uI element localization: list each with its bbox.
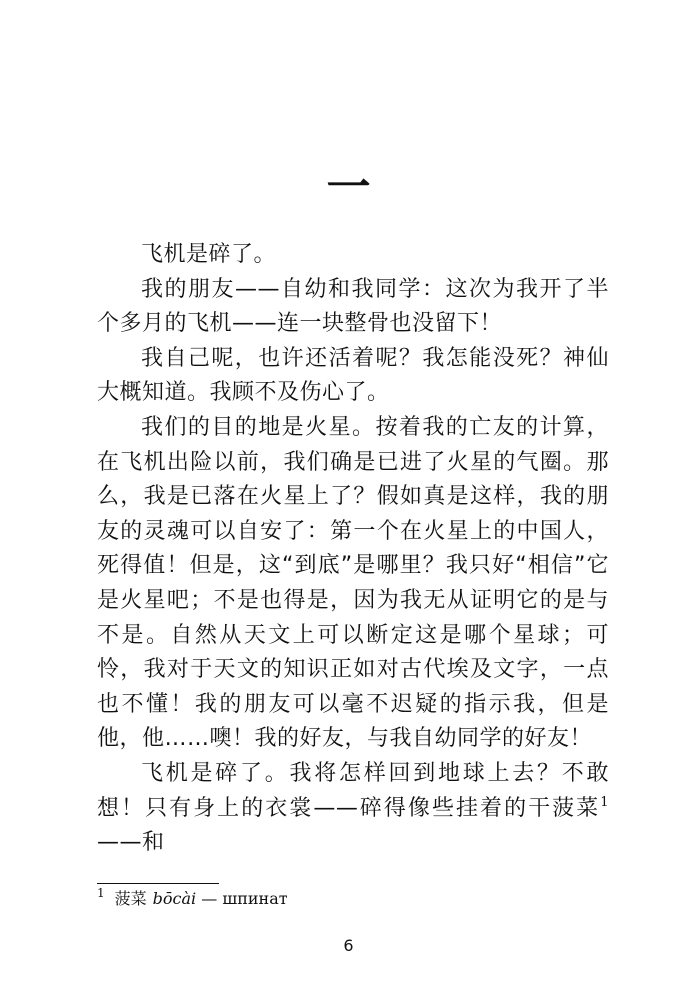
page-number: 6 [343, 936, 354, 955]
paragraph-1: 飞机是碎了。 [141, 242, 277, 267]
footnote-reference[interactable]: 1 [600, 794, 609, 810]
paragraph-4: 我们的目的地是火星。按着我的亡友的计算，在飞机出险以前，我们确是已进了火星的气圈。那么，我是已落在火星上了？假如真是这样，我的朋友的灵魂可以自安了：第一个在火星上的中国人，死得值！但是，这“到底”是哪里？我只好“相信”它是火星吧；不是也得是，因为我无从证明它的是与不是。自然从天文上可以断定这是哪个星球；可怜，我对于天文的知识正如对古代埃及文字，一点也不懂！我的朋友可以毫不迟疑的指示我，但是他，他……噢！我的好友，与我自幼同学的好友！ [97, 414, 609, 752]
footnote-pinyin: bōcài [152, 889, 197, 908]
body-text [97, 238, 609, 861]
paragraph-5-text-end: ——和 [97, 830, 165, 856]
footnote [97, 888, 607, 910]
paragraph-5 [97, 757, 609, 861]
paragraph-5-text: 飞机是碎了。我将怎样回到地球上去？不敢想！只有身上的衣裳——碎得像些挂着的干菠菜 [97, 760, 609, 821]
footnote-term: 菠菜 [114, 889, 147, 908]
chapter-title: 一 [326, 162, 371, 213]
footnote-divider [97, 883, 219, 884]
paragraph-2: 我的朋友——自幼和我同学：这次为我开了半个多月的飞机——连一块整骨也没留下！ [97, 276, 609, 337]
paragraph-3: 我自己呢，也许还活着呢？我怎能没死？神仙大概知道。我顾不及伤心了。 [97, 345, 609, 406]
footnote-translation: — шпинат [201, 889, 288, 908]
footnote-number: 1 [97, 886, 105, 900]
